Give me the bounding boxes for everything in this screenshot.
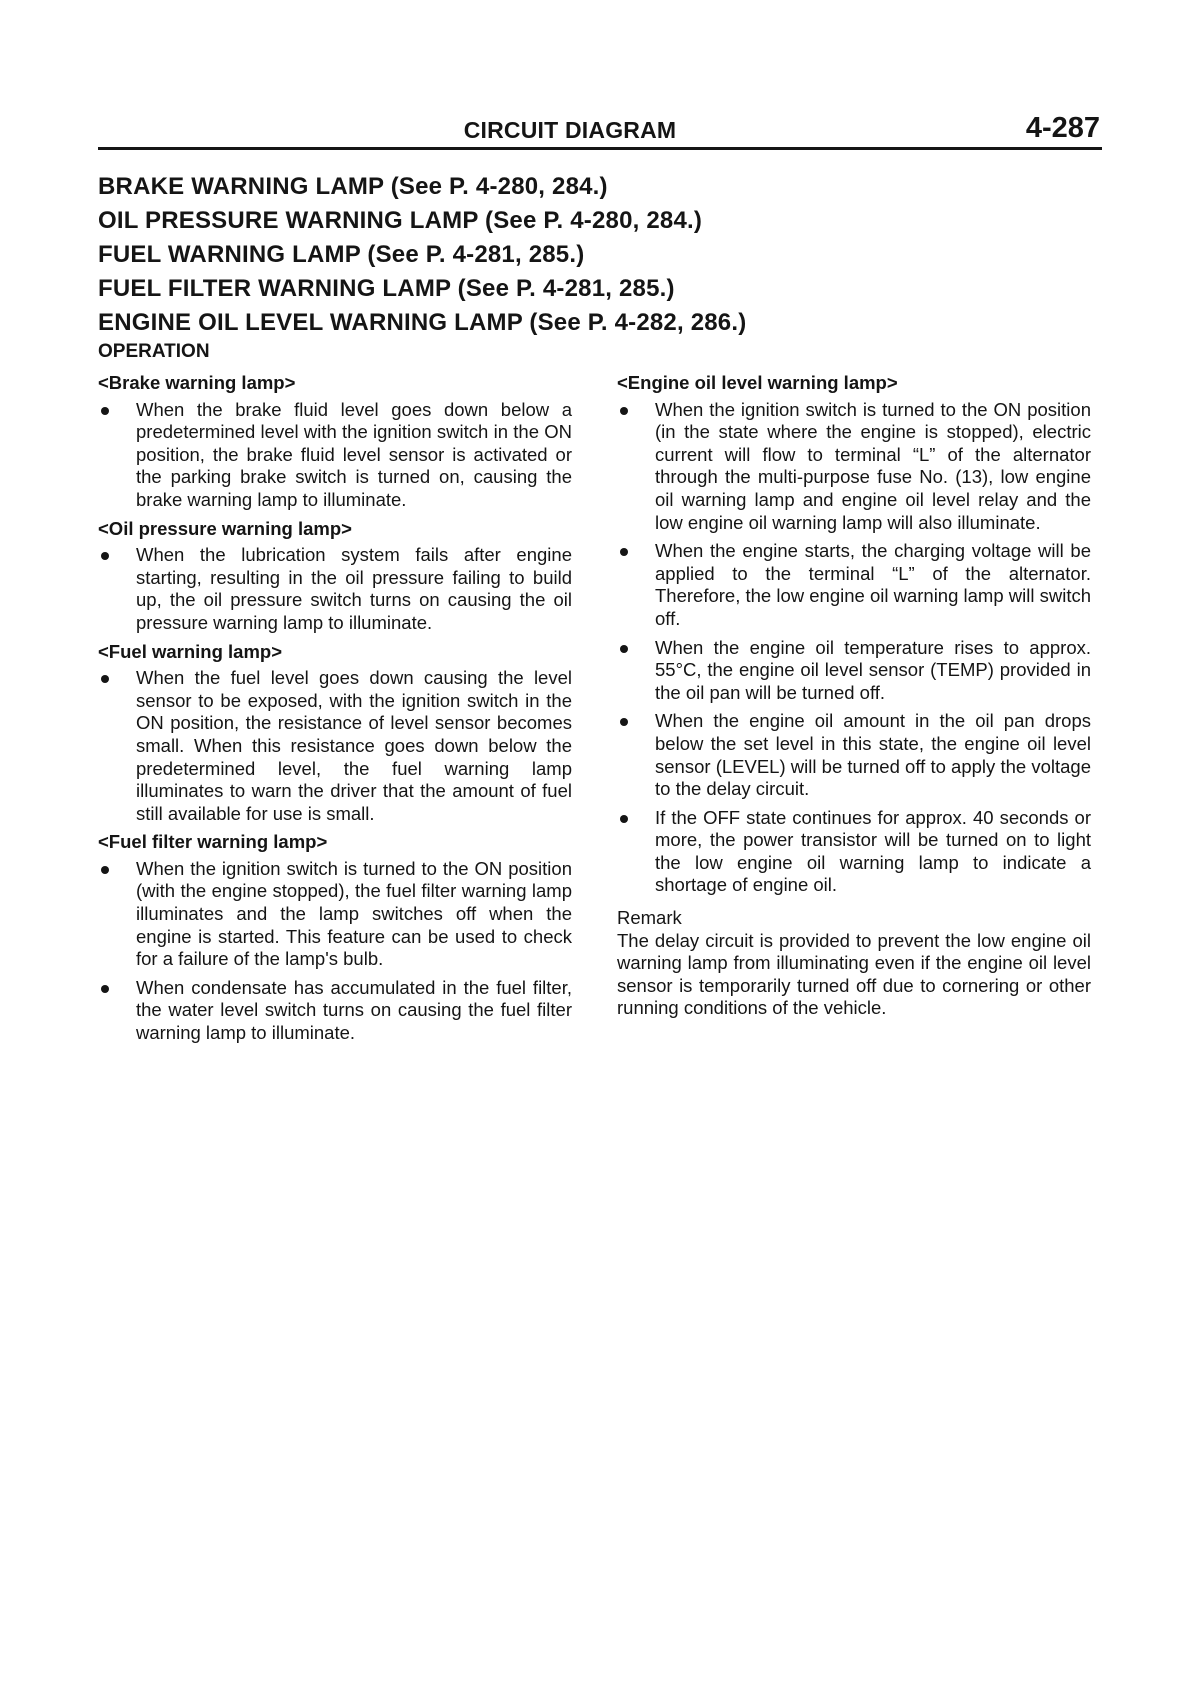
right-column	[617, 372, 1091, 1020]
list-item	[98, 858, 572, 971]
list-item-text: When the ignition switch is turned to the ON position (with the engine stopped), the fuel filter warning lamp illuminates and the lamp switches off when the engine is started. This feature can be used to check for a failure of the lamp's bulb.	[136, 857, 572, 970]
header-rule	[98, 147, 1102, 150]
bullet-icon	[101, 866, 109, 874]
list-item	[98, 544, 572, 634]
brake-section-title: <Brake warning lamp>	[98, 372, 296, 393]
list-item-text: When the engine oil temperature rises to approx. 55°C, the engine oil level sensor (TEMP) provided in the oil pan will be turned off.	[655, 636, 1091, 703]
page-number: 4-287	[1025, 112, 1100, 144]
heading-fuel-filter-warning-lamp: FUEL FILTER WARNING LAMP (See P. 4-281, 285.)	[98, 275, 675, 302]
fuel-section-title: <Fuel warning lamp>	[98, 640, 283, 662]
list-item	[98, 667, 572, 825]
list-item-text: When the ignition switch is turned to the ON position (in the state where the engine is stopped), electric current will flow to terminal “L” of the alternator through the multi-purpose fuse No. (13), low engine oil warning lamp and engine oil level relay and the low engine oil warning lamp will also illuminate.	[655, 398, 1091, 533]
list-item-text: When the fuel level goes down causing the level sensor to be exposed, with the ignition switch in the ON position, the resistance of level sensor becomes small. When this resistance goes down below the predetermined level, the fuel warning lamp illuminates to warn the driver that the amount of fuel still available for use is small.	[136, 667, 572, 824]
list-item	[98, 977, 572, 1045]
list-item-text: When condensate has accumulated in the fuel filter, the water level switch turns on causing the fuel filter warning lamp to illuminate.	[136, 976, 572, 1044]
list-item-text: When the lubrication system fails after engine starting, resulting in the oil pressure failing to build up, the oil pressure switch turns on causing the oil pressure warning lamp to illuminate.	[136, 544, 572, 633]
oil-pressure-section-title: <Oil pressure warning lamp>	[98, 517, 352, 539]
remark-text: The delay circuit is provided to prevent the low engine oil warning lamp from illuminating even if the engine oil level sensor is temporarily turned off due to cornering or other running conditions of the vehicle.	[617, 929, 1091, 1019]
left-column	[98, 372, 572, 1051]
list-item	[617, 807, 1091, 897]
bullet-icon	[620, 548, 628, 556]
bullet-icon	[620, 815, 628, 823]
engine-oil-section-title: <Engine oil level warning lamp>	[617, 372, 898, 393]
bullet-icon	[620, 645, 628, 653]
heading-engine-oil-level-warning-lamp: ENGINE OIL LEVEL WARNING LAMP (See P. 4-282, 286.)	[98, 309, 747, 336]
list-item	[617, 710, 1091, 800]
list-item-text: When the engine oil amount in the oil pan drops below the set level in this state, the engine oil level sensor (LEVEL) will be turned off to apply the voltage to the delay circuit.	[655, 710, 1091, 800]
bullet-icon	[101, 985, 109, 993]
list-item	[617, 637, 1091, 705]
bullet-icon	[101, 407, 109, 415]
fuel-filter-section-title: <Fuel filter warning lamp>	[98, 831, 328, 853]
page-title: CIRCUIT DIAGRAM	[463, 117, 677, 143]
heading-fuel-warning-lamp: FUEL WARNING LAMP (See P. 4-281, 285.)	[98, 241, 585, 268]
list-item	[617, 399, 1091, 535]
heading-brake-warning-lamp: BRAKE WARNING LAMP (See P. 4-280, 284.)	[98, 173, 608, 200]
bullet-icon	[101, 675, 109, 683]
heading-oil-pressure-warning-lamp: OIL PRESSURE WARNING LAMP (See P. 4-280, 284.)	[98, 207, 703, 234]
operation-label: OPERATION	[98, 341, 210, 362]
list-item-text: If the OFF state continues for approx. 40 seconds or more, the power transistor will be turned on to light the low engine oil warning lamp to indicate a shortage of engine oil.	[655, 806, 1091, 896]
list-item-text: When the brake fluid level goes down below a predetermined level with the ignition switch in the ON position, the brake fluid level sensor is activated or the parking brake switch is turned on, causing the brake warning lamp to illuminate.	[136, 398, 572, 510]
section-headings	[98, 172, 1098, 342]
bullet-icon	[101, 552, 109, 560]
list-item	[98, 399, 572, 512]
bullet-icon	[620, 718, 628, 726]
remark-label: Remark	[617, 907, 682, 929]
list-item-text: When the engine starts, the charging voltage will be applied to the terminal “L” of the alternator. Therefore, the low engine oil warning lamp will switch off.	[655, 540, 1091, 629]
bullet-icon	[620, 407, 628, 415]
list-item	[617, 540, 1091, 630]
